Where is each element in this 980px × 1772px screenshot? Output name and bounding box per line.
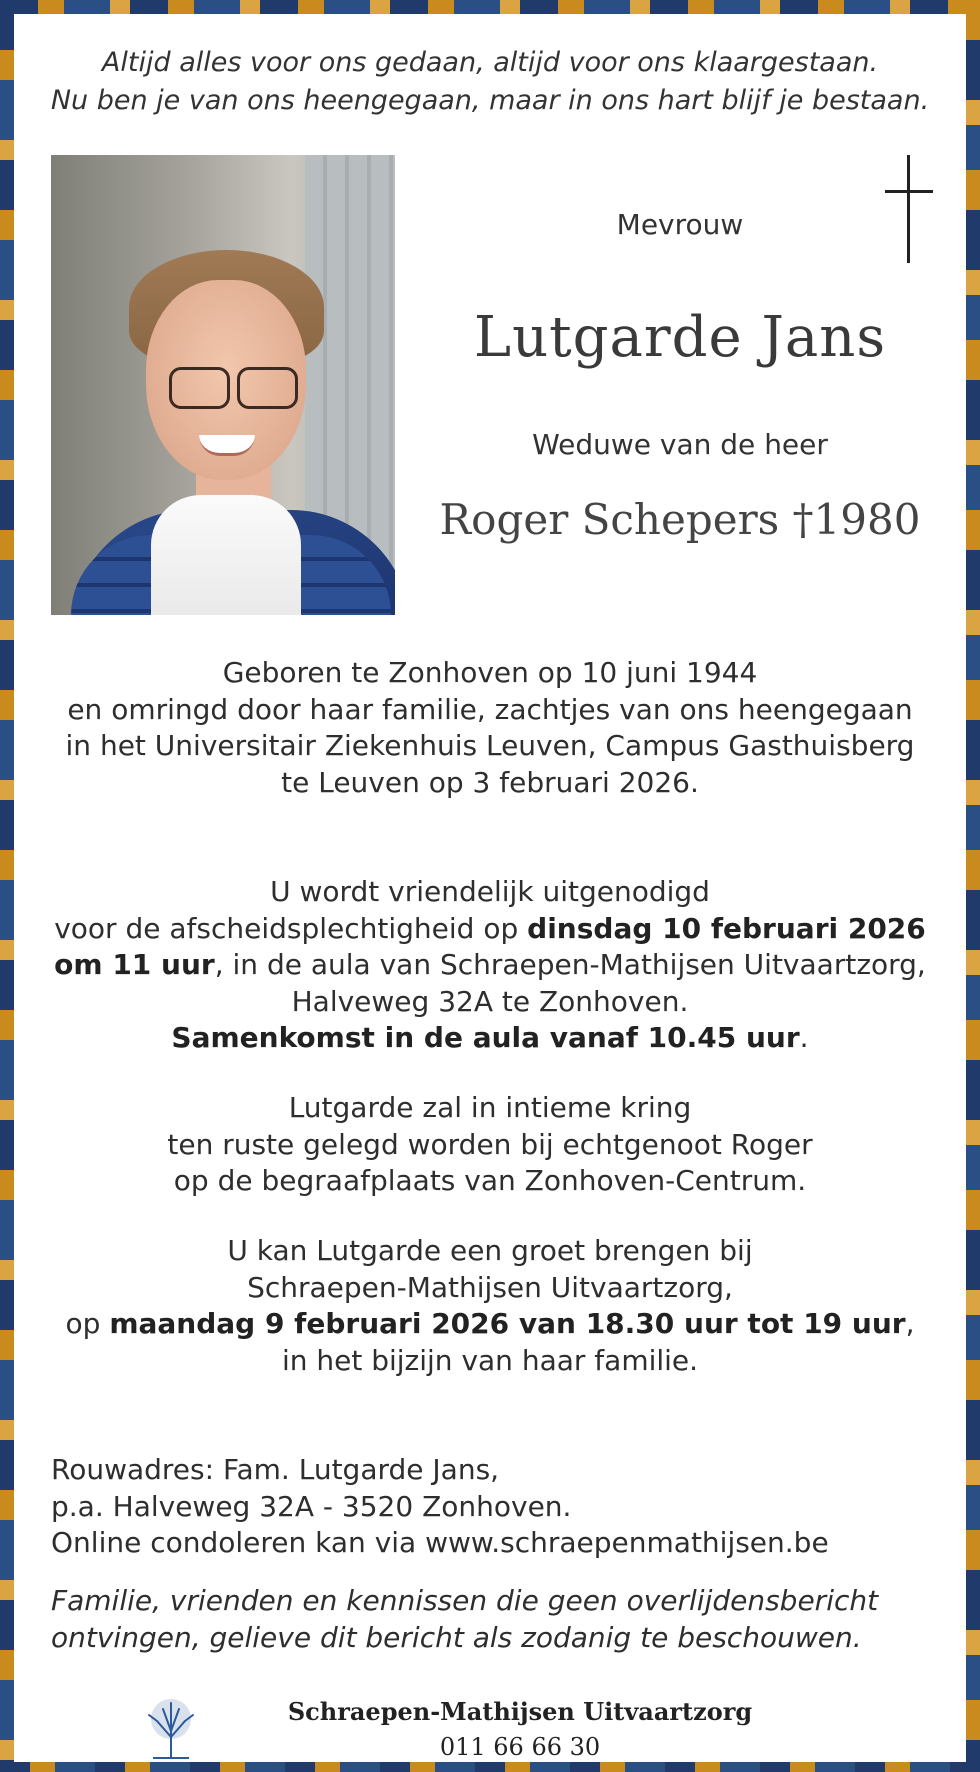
invite-line-3: om 11 uur, in de aula van Schraepen-Mathijsen Uitvaartzorg, (54, 948, 926, 981)
visitation-info (0, 1233, 980, 1379)
burial-line-1: Lutgarde zal in intieme kring (288, 1091, 692, 1124)
invite-line-5: Samenkomst in de aula vanaf 10.45 uur. (171, 1021, 809, 1054)
burial-line-3: op de begraafplaats van Zonhoven-Centrum. (173, 1164, 807, 1197)
invite-line-2: voor de afscheidsplechtigheid op dinsdag 10 februari 2026 (54, 911, 926, 945)
visit-line-1: U kan Lutgarde een groet brengen bij (227, 1234, 753, 1267)
burial-line-2: ten ruste gelegd worden bij echtgenoot Roger (167, 1127, 813, 1161)
burial-info (0, 1090, 980, 1200)
title-mevrouw: Mevrouw (616, 208, 744, 241)
birth-death-info (0, 655, 980, 801)
spouse-name: Roger Schepers †1980 (439, 495, 921, 544)
decorative-border-top (0, 0, 980, 14)
address-line-2: p.a. Halveweg 32A - 3520 Zonhoven. (51, 1489, 572, 1523)
quote-line-1: Altijd alles voor ons gedaan, altijd voor ons klaargestaan. (101, 47, 879, 78)
portrait-photo (51, 155, 395, 615)
notice-line-1: Familie, vrienden en kennissen die geen overlijdensbericht (51, 1584, 879, 1617)
deceased-name: Lutgarde Jans (473, 305, 887, 370)
ceremony-invitation (0, 874, 980, 1057)
born-line-3: in het Universitair Ziekenhuis Leuven, Campus Gasthuisberg (65, 729, 915, 762)
address-line-3: Online condoleren kan via www.schraepenmathijsen.be (51, 1526, 829, 1559)
relation-text: Weduwe van de heer (532, 428, 828, 461)
mourning-address (51, 1452, 951, 1562)
born-line-2: en omringd door haar familie, zachtjes van ons heengegaan (67, 692, 913, 726)
invite-line-1: U wordt vriendelijk uitgenodigd (270, 875, 710, 908)
notice-line-2: ontvingen, gelieve dit bericht als zodanig te beschouwen. (51, 1620, 862, 1654)
quote-line-2: Nu ben je van ons heengegaan, maar in ons hart blijf je bestaan. (50, 85, 930, 116)
funeral-home-name: Schraepen-Mathijsen Uitvaartzorg (287, 1697, 753, 1726)
visit-line-4: in het bijzijn van haar familie. (281, 1343, 699, 1377)
visit-line-3: op maandag 9 februari 2026 van 18.30 uur tot 19 uur, (65, 1307, 915, 1340)
funeral-home-phone: 011 66 66 30 (439, 1733, 601, 1761)
address-line-1: Rouwadres: Fam. Lutgarde Jans, (51, 1453, 500, 1486)
decorative-border-bottom (0, 1762, 980, 1772)
born-line-1: Geboren te Zonhoven op 10 juni 1944 (222, 656, 758, 689)
tree-icon (143, 1697, 199, 1761)
invite-line-4: Halveweg 32A te Zonhoven. (291, 984, 689, 1018)
notice-text (51, 1583, 951, 1656)
visit-line-2: Schraepen-Mathijsen Uitvaartzorg, (247, 1270, 733, 1304)
born-line-4: te Leuven op 3 februari 2026. (281, 765, 699, 799)
